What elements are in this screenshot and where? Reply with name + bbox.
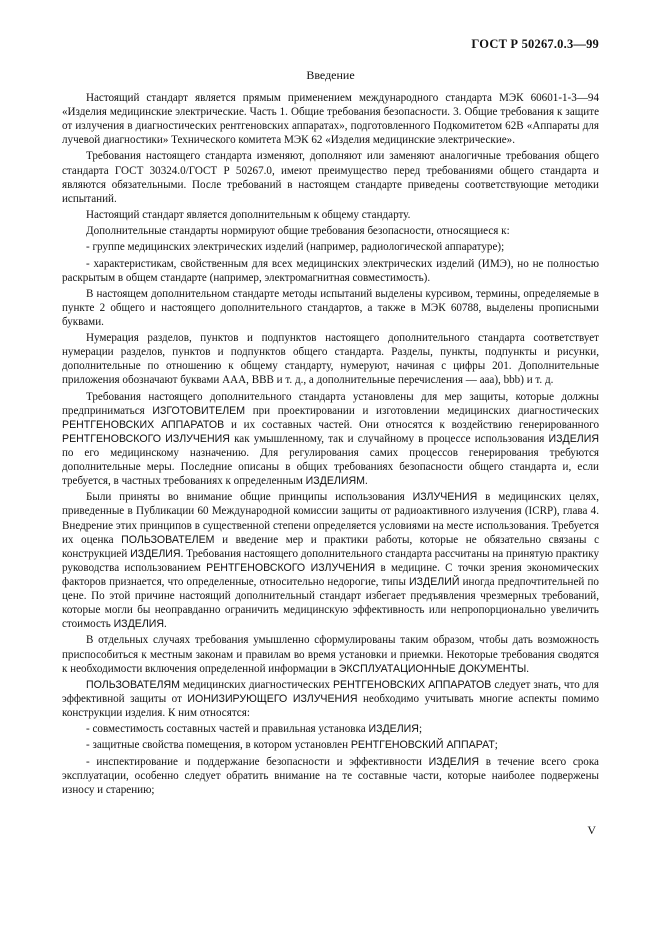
text-run: и введение мер и практики работы, которые не обязательно связаны с конструкцией: [62, 533, 599, 560]
text-run: .: [526, 662, 530, 675]
page-number: V: [587, 823, 596, 837]
defined-term: ИОНИЗИРУЮЩЕГО ИЗЛУЧЕНИЯ: [187, 692, 358, 705]
text-run: ;: [418, 723, 423, 736]
defined-term: ИЗДЕЛИЯ: [428, 755, 480, 768]
document-body: [62, 91, 599, 799]
text-run: Требования настоящего дополнительного стандарта установлены для мер защиты, которые должны предприниматься: [62, 390, 599, 417]
text-run: следует знать, что для эффективной защиты от: [62, 678, 599, 705]
defined-term: РЕНТГЕНОВСКОГО ИЗЛУЧЕНИЯ: [206, 561, 376, 574]
text-run: Нумерация разделов, пунктов и подпунктов настоящего дополнительного стандарта соответствует нумерации разделов, пунктов и подпунктов общего стандарта. Разделы, пункты, подпункты и рисунки, дополнительные по отношению к общему стандарту, нумеруют, начиная с цифры 201. Дополнительные приложения обозначают буквами ААА, ВВВ и т. д., а дополнительные перечисления — ааа), bbb) и т. д.: [62, 332, 599, 387]
defined-term: ИЗДЕЛИЯ: [368, 723, 419, 736]
defined-term: ИЗДЕЛИЙ: [409, 575, 460, 588]
defined-term: ИЗЛУЧЕНИЯ: [412, 491, 478, 504]
text-run: при проектировании и изготовлении медицинских диагностических: [245, 404, 599, 417]
text-run: Настоящий стандарт является прямым применением международного стандарта МЭК 60601-1-3—94 «Изделия медицинские электрические. Часть 1. Общие требования безопасности. 3. Общие требования к защите от излучения в диагностических рентгеновских аппаратах», подготовленного Подкомитетом 62В «Аппараты для лучевой диагностики» Технического комитета МЭК 62 «Изделия медицинские электрические».: [62, 92, 599, 147]
text-run: ;: [494, 739, 498, 752]
body-paragraph: [62, 678, 599, 720]
text-run: - группе медицинских электрических изделий (например, радиологической аппаратуре);: [86, 241, 505, 254]
body-paragraph: [62, 91, 599, 147]
defined-term: ЭКСПЛУАТАЦИОННЫЕ ДОКУМЕНТЫ: [338, 662, 527, 675]
text-run: Требования настоящего стандарта изменяют, дополняют или заменяют аналогичные требования общего стандарта ГОСТ 30324.0/ГОСТ Р 50267.0, имеют преимущество перед требованиями общего стандарта и являются обязательными. После требований в настоящем стандарте приведены соответствующие методики испытаний.: [62, 150, 599, 205]
text-run: в медицинских целях, приведенные в Публикации 60 Международной комиссии защиты от радиоактивного излучения (ICRP), глава 4. Внедрение этих принципов в существенной степени определяется условиями на месте использования. Требуется их оценка: [62, 491, 599, 546]
body-paragraph: [62, 722, 599, 736]
body-paragraph: [62, 240, 599, 254]
body-paragraph: [62, 208, 599, 222]
body-paragraph: [62, 490, 599, 631]
text-run: Были приняты во внимание общие принципы использования: [86, 491, 413, 504]
text-run: Дополнительные стандарты нормируют общие требования безопасности, относящиеся к:: [86, 225, 510, 238]
text-run: в медицине. С точки зрения экономических факторов признается, что определенные, относительно недорогие, типы: [62, 561, 599, 588]
body-paragraph: [62, 755, 599, 797]
text-run: . Требования настоящего дополнительного стандарта рассчитаны на принятую практику руководства использованием: [62, 547, 599, 574]
body-paragraph: [62, 633, 599, 675]
text-run: .: [164, 618, 167, 631]
defined-term: РЕНТГЕНОВСКИЙ АППАРАТ: [350, 739, 495, 752]
page-header: ГОСТ Р 50267.0.3—99: [471, 37, 599, 51]
text-run: В отдельных случаях требования умышленно сформулированы таким образом, чтобы дать возможность приспособиться к местным законам и правилам во время установки и приемки. Некоторые требования сводятся к необходимости включения определенной информации в: [62, 634, 599, 675]
text-run: иногда предпочтительней по цене. По этой причине настоящий дополнительный стандарт избегает предъявления чрезмерных требований, которые могли бы неоправданно ограничить медицинскую эффективность или непропорционально увеличить стоимость: [62, 575, 599, 631]
defined-term: ИЗДЕЛИЯМ: [305, 475, 365, 488]
defined-term: ПОЛЬЗОВАТЕЛЕМ: [121, 533, 215, 546]
text-run: .: [364, 475, 368, 488]
body-paragraph: [62, 149, 599, 205]
defined-term: РЕНТГЕНОВСКИХ АППАРАТОВ: [62, 418, 225, 431]
text-run: Настоящий стандарт является дополнительным к общему стандарту.: [86, 208, 411, 221]
body-paragraph: [62, 287, 599, 329]
text-run: - защитные свойства помещения, в котором установлен: [86, 739, 351, 752]
text-run: как умышленному, так и случайному в процессе использования: [229, 432, 549, 445]
defined-term: РЕНТГЕНОВСКИХ АППАРАТОВ: [332, 678, 492, 691]
text-run: медицинских диагностических: [179, 678, 333, 691]
text-run: необходимо учитывать многие аспекты помимо конструкции изделия. К ним относятся:: [62, 692, 600, 719]
body-paragraph: [62, 257, 599, 285]
defined-term: ИЗДЕЛИЯ: [548, 432, 600, 445]
defined-term: ИЗГОТОВИТЕЛЕМ: [152, 404, 246, 417]
text-run: - инспектирование и поддержание безопасности и эффективности: [86, 755, 429, 768]
text-run: В настоящем дополнительном стандарте методы испытаний выделены курсивом, термины, определяемые в пункте 2 общего и настоящего дополнительного стандартов, а также в МЭК 60788, выделены прописными буквами.: [62, 287, 599, 328]
body-paragraph: [62, 390, 599, 489]
body-paragraph: [62, 738, 599, 752]
section-title: Введение: [306, 68, 355, 82]
text-run: по его медицинскому назначению. Для регулирования самих процессов генерирования требуются дополнительные меры. Последние описаны в общих требованиях безопасности общего стандарта и, если требуется, в частных требованиях к определенным: [62, 447, 599, 488]
text-run: - характеристикам, свойственным для всех медицинских электрических изделий (ИМЭ), но не полностью раскрытым в общем стандарте (например, электромагнитная совместимость).: [62, 257, 599, 284]
defined-term: ИЗДЕЛИЯ: [113, 618, 165, 631]
body-paragraph: [62, 331, 599, 387]
text-run: в течение всего срока эксплуатации, особенно следует обратить внимание на те составные части, которые наиболее подвержены износу и старению;: [62, 755, 599, 796]
defined-term: ПОЛЬЗОВАТЕЛЯМ: [86, 678, 180, 691]
body-paragraph: [62, 224, 599, 238]
text-run: - совместимость составных частей и правильная установка: [86, 723, 369, 736]
defined-term: ИЗДЕЛИЯ: [130, 547, 181, 560]
defined-term: РЕНТГЕНОВСКОГО ИЗЛУЧЕНИЯ: [62, 432, 230, 445]
text-run: и их составных частей. Они относятся к воздействию генерированного: [224, 418, 599, 431]
